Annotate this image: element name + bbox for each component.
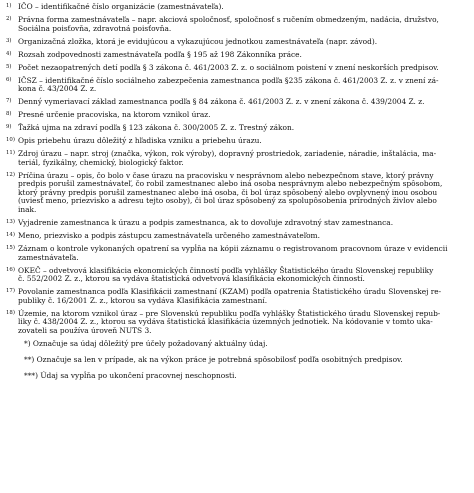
footnote-text: Príčina úrazu – opis, čo bolo v čase úrazu na pracovisku v nesprávnom alebo nebezpečnom stave, ktorý právny predpis porušil zamestnávateľ, čo robil zamestnanec alebo iná osoba nesprávnym alebo nebezpečným spôsobom, ktorý právny predpis porušil zamestnanec alebo iná osoba, či bol úraz spôsobený alebo ovplyvnený inou osobou (uviesť meno, priezvisko a adresu tejto osoby), či bol úraz spôsobený za spolupôsobenia prírodných živlov alebo inak. (18, 170, 443, 214)
footnote-text: Zdroj úrazu – napr. stroj (značka, výkon, rok výroby), dopravný prostriedok, zariadenie, náradie, inštalácia, ma- teriál, fyzikálny, chemický, biologický faktor. (18, 149, 437, 167)
footnote-item (6, 232, 468, 241)
footnote-number: 16) (6, 266, 15, 273)
footnote-item (6, 172, 468, 215)
footnote-text: Presné určenie pracoviska, na ktorom vznikol úraz. (18, 110, 211, 120)
footnote-item (6, 16, 468, 33)
footnote-number: 5) (6, 63, 12, 70)
footnote-text: Opis priebehu úrazu dôležitý z hľadiska vzniku a priebehu úrazu. (18, 136, 262, 146)
note-1: *) Označuje sa údaj dôležitý pre účely požadovaný aktuálny údaj. (24, 338, 268, 348)
footnote-item (6, 64, 468, 73)
footnote-item (6, 111, 468, 120)
footnote-text: Organizačná zložka, ktorá je evidujúcou a vykazujúcou jednotkou zamestnávateľa (napr. závod). (18, 36, 378, 46)
footnote-number: 4) (6, 50, 12, 57)
footnote-number: 9) (6, 124, 12, 131)
footnote-item (6, 77, 468, 94)
footnote-number: 1) (6, 3, 12, 9)
note-2: **) Označuje sa len v prípade, ak na výkon práce je potrebná spôsobilosť podľa osobitných predpisov. (24, 354, 403, 364)
footnote-text: IČSZ – identifikačné číslo sociálneho zabezpečenia zamestnanca podľa §235 zákona č. 461/2003 Z. z. v znení zá- kona č. 43/2004 Z. z. (18, 75, 439, 94)
footnote-item (6, 51, 468, 60)
footnote-number: 2) (6, 15, 12, 22)
footnote-text: Denný vymeriavací základ zamestnanca podľa § 84 zákona č. 461/2003 Z. z. v znení zákona č. 439/2004 Z. z. (18, 97, 425, 107)
footnote-text: Vyjadrenie zamestnanca k úrazu a podpis zamestnanca, ak to dovoľuje zdravotný stav zamestnanca. (18, 217, 394, 227)
footnote-number: 6) (6, 76, 12, 83)
footnote-number: 13) (6, 218, 15, 225)
footnote-text: Povolanie zamestnanca podľa Klasifikácii zamestnaní (KZAM) podľa opatrenia Štatistického úradu Slovenskej re- publiky č. 16/2001 Z. z., ktorou sa vydáva Klasifikácia zamestnaní. (18, 287, 442, 305)
footnote-number: 8) (6, 111, 12, 118)
footnote-text: Právna forma zamestnávateľa – napr. akciová spoločnosť, spoločnosť s ručením obmedzeným, nadácia, družstvo, Sociálna poisťovňa, zdravotná poisťovňa. (18, 14, 439, 33)
footnote-list (6, 3, 468, 335)
footnote-text: Ťažká ujma na zdraví podľa § 123 zákona č. 300/2005 Z. z. Trestný zákon. (18, 123, 295, 133)
footnote-item (6, 310, 468, 336)
footnote-number: 11) (6, 150, 15, 157)
footnote-item (6, 150, 468, 167)
footnote-item (6, 3, 468, 12)
footnote-text: IČO – identifikačné číslo organizácie (zamestnávateľa). (18, 2, 224, 11)
footnote-item (6, 98, 468, 107)
note-3: ***) Údaj sa vypĺňa po ukončení pracovnej neschopnosti. (24, 371, 237, 381)
footnote-text: OKEČ – odvetvová klasifikácia ekonomických činností podľa vyhlášky Štatistického úradu Slovenskej republiky č. 552/2002 Z. z., ktorou sa vydáva štatistická odvetvová klasifikácia ekonomických činností. (18, 265, 434, 284)
footnote-number: 12) (6, 171, 15, 178)
footnote-item (6, 219, 468, 228)
footnote-item (6, 267, 468, 284)
footnote-text: Počet nezaopatrených detí podľa § 3 zákona č. 461/2003 Z. z. o sociálnom poistení v znení neskorších predpisov. (18, 62, 439, 72)
footnote-number: 18) (6, 309, 15, 316)
footnote-item (6, 245, 468, 262)
footnote-text: Rozsah zodpovednosti zamestnávateľa podľa § 195 až 198 Zákonníka práce. (18, 49, 302, 59)
footnote-item (6, 137, 468, 146)
footnote-number: 7) (6, 98, 12, 105)
footnote-number: 3) (6, 37, 12, 44)
notes-section (6, 340, 468, 381)
footnote-text: Meno, priezvisko a podpis zástupcu zamestnávateľa určeného zamestnávateľom. (18, 230, 320, 240)
footnote-number: 14) (6, 231, 15, 238)
footnote-number: 10) (6, 137, 15, 144)
footnote-number: 17) (6, 288, 15, 295)
footnote-item (6, 38, 468, 47)
footnote-item (6, 288, 468, 305)
footnote-text: Záznam o kontrole vykonaných opatrení sa vypĺňa na kópii záznamu o registrovanom pracovnom úraze v evidencii zamestnávateľa. (18, 243, 448, 262)
footnote-item (6, 124, 468, 133)
footnote-text: Územie, na ktorom vznikol úraz – pre Slovenskú republiku podľa vyhlášky Štatistického úradu Slovenskej repub- liky č. 438/2004 Z. z., ktorou sa vydáva štatistická klasifikácia územných jednotiek. Na kódovanie v tomto uka- zovateli sa používa úroveň NUTS 3. (18, 308, 441, 335)
footnote-number: 15) (6, 244, 15, 251)
